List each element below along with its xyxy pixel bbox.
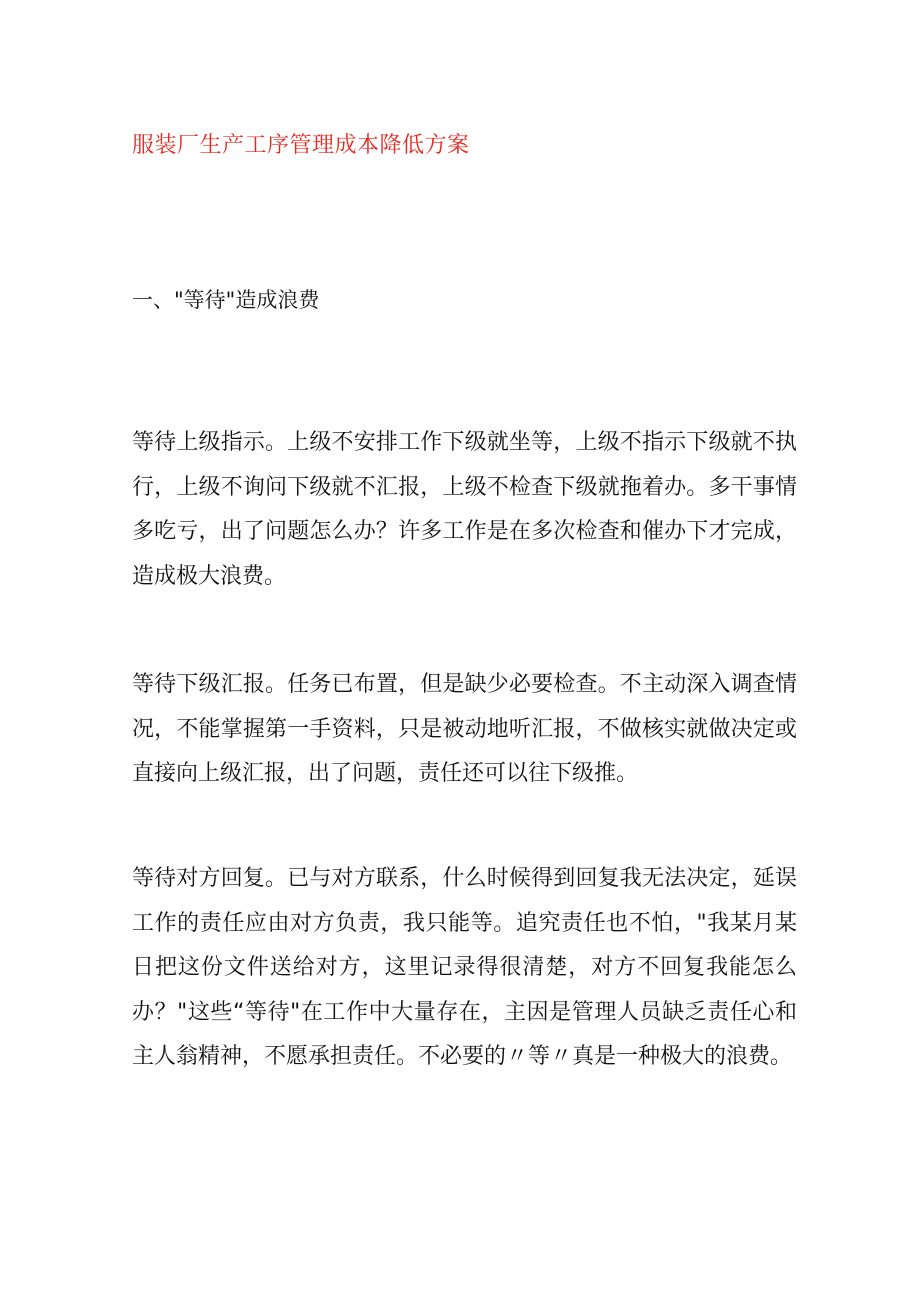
paragraph-waiting-reply: 等待对方回复。已与对方联系，什么时候得到回复我无法决定，延误工作的责任应由对方负责，我只能等。追究责任也不怕，"我某月某日把这份文件送给对方，这里记录得很清楚，对方不回复我能怎么办？"这些“等待"在工作中大量存在，主因是管理人员缺乏责任心和主人翁精神，不愿承担责任。不必要的〃等〃真是一种极大的浪费。 (132, 866, 797, 1069)
section-heading: 一、"等待"造成浪费 (132, 288, 320, 312)
paragraph-waiting-subordinate: 等待下级汇报。任务已布置，但是缺少必要检查。不主动深入调查情况，不能掌握第一手资料，只是被动地听汇报，不做核实就做决定或直接向上级汇报，出了问题，责任还可以往下级推。 (132, 672, 797, 786)
paragraph-waiting-superior: 等待上级指示。上级不安排工作下级就坐等，上级不指示下级就不执行，上级不询问下级就不汇报，上级不检查下级就拖着办。多干事情多吃亏，出了问题怎么办？许多工作是在多次检查和催办下才完成，造成极大浪费。 (132, 430, 797, 589)
document-title: 服装厂生产工序管理成本降低方案 (132, 133, 470, 158)
